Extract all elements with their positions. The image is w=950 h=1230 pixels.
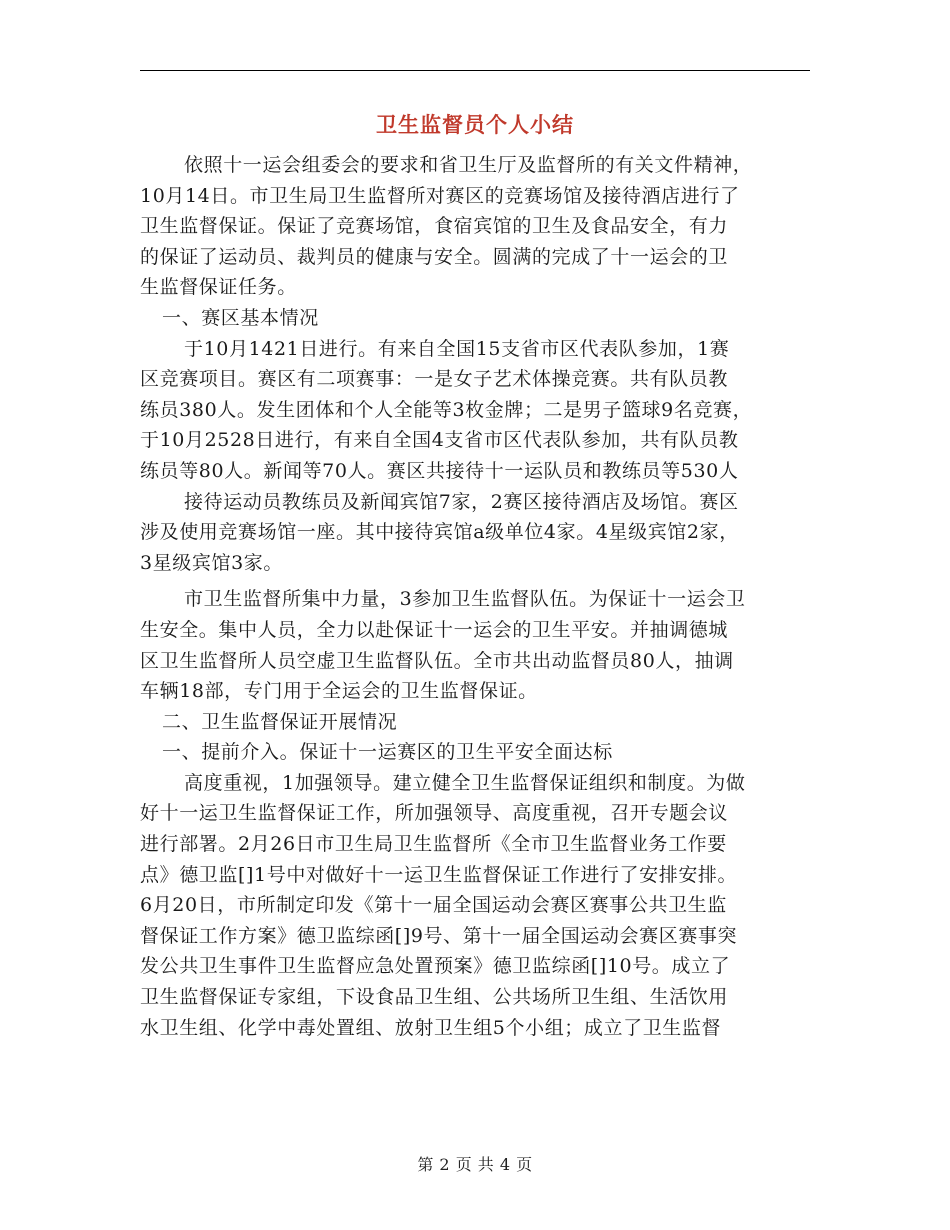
body-line: 10月14日。市卫生局卫生监督所对赛区的竞赛场馆及接待酒店进行了 <box>140 184 740 207</box>
body-line: 涉及使用竞赛场馆一座。其中接待宾馆a级单位4家。4星级宾馆2家， <box>140 521 739 544</box>
subsection-heading: 一、提前介入。保证十一运赛区的卫生平安全面达标 <box>162 741 613 764</box>
body-line: 于10月1421日进行。有来自全国15支省市区代表队参加，1赛 <box>184 337 730 360</box>
body-line: 点》德卫监[]1号中对做好十一运卫生监督保证工作进行了安排安排。 <box>140 863 738 886</box>
body-line: 高度重视，1加强领导。建立健全卫生监督保证组织和制度。为做 <box>184 771 746 794</box>
body-line: 发公共卫生事件卫生监督应急处置预案》德卫监综函[]10号。成立了 <box>140 955 731 978</box>
body-line: 市卫生监督所集中力量，3参加卫生监督队伍。为保证十一运会卫 <box>184 588 746 611</box>
body-line: 生监督保证任务。 <box>140 276 297 299</box>
body-line: 3星级宾馆3家。 <box>140 551 283 574</box>
body-line: 卫生监督保证专家组，下设食品卫生组、公共场所卫生组、生活饮用 <box>140 986 729 1009</box>
header-rule <box>140 70 810 71</box>
body-line: 卫生监督保证。保证了竞赛场馆，食宿宾馆的卫生及食品安全，有力 <box>140 215 729 238</box>
document-body <box>140 150 810 1043</box>
body-line: 练员380人。发生团体和个人全能等3枚金牌；二是男子篮球9名竞赛， <box>140 398 753 421</box>
body-line: 的保证了运动员、裁判员的健康与安全。圆满的完成了十一运会的卫 <box>140 245 729 268</box>
section-heading: 二、卫生监督保证开展情况 <box>162 710 398 733</box>
page-footer: 第 2 页 共 4 页 <box>417 1155 533 1174</box>
body-line: 区卫生监督所人员空虚卫生监督队伍。全市共出动监督员80人，抽调 <box>140 649 734 672</box>
body-line: 进行部署。2月26日市卫生局卫生监督所《全市卫生监督业务工作要 <box>140 833 727 856</box>
body-line: 督保证工作方案》德卫监综函[]9号、第十一届全国运动会赛区赛事突 <box>140 924 738 947</box>
body-line: 依照十一运会组委会的要求和省卫生厅及监督所的有关文件精神， <box>184 154 753 176</box>
section-heading: 一、赛区基本情况 <box>162 306 319 329</box>
body-line: 于10月2528日进行，有来自全国4支省市区代表队参加，共有队员教 <box>140 429 739 452</box>
body-line: 生安全。集中人员，全力以赴保证十一运会的卫生平安。并抽调德城 <box>140 618 729 641</box>
body-line: 6月20日，市所制定印发《第十一届全国运动会赛区赛事公共卫生监 <box>140 894 727 917</box>
body-line: 练员等80人。新闻等70人。赛区共接待十一运队员和教练员等530人 <box>140 459 739 482</box>
body-line: 好十一运卫生监督保证工作，所加强领导、高度重视，召开专题会议 <box>140 802 729 825</box>
document-title: 卫生监督员个人小结 <box>376 112 574 137</box>
body-line: 区竞赛项目。赛区有二项赛事：一是女子艺术体操竞赛。共有队员教 <box>140 368 729 391</box>
body-line: 水卫生组、化学中毒处置组、放射卫生组5个小组；成立了卫生监督 <box>140 1016 722 1039</box>
body-line: 车辆18部，专门用于全运会的卫生监督保证。 <box>140 680 538 703</box>
body-line: 接待运动员教练员及新闻宾馆7家，2赛区接待酒店及场馆。赛区 <box>184 490 739 513</box>
